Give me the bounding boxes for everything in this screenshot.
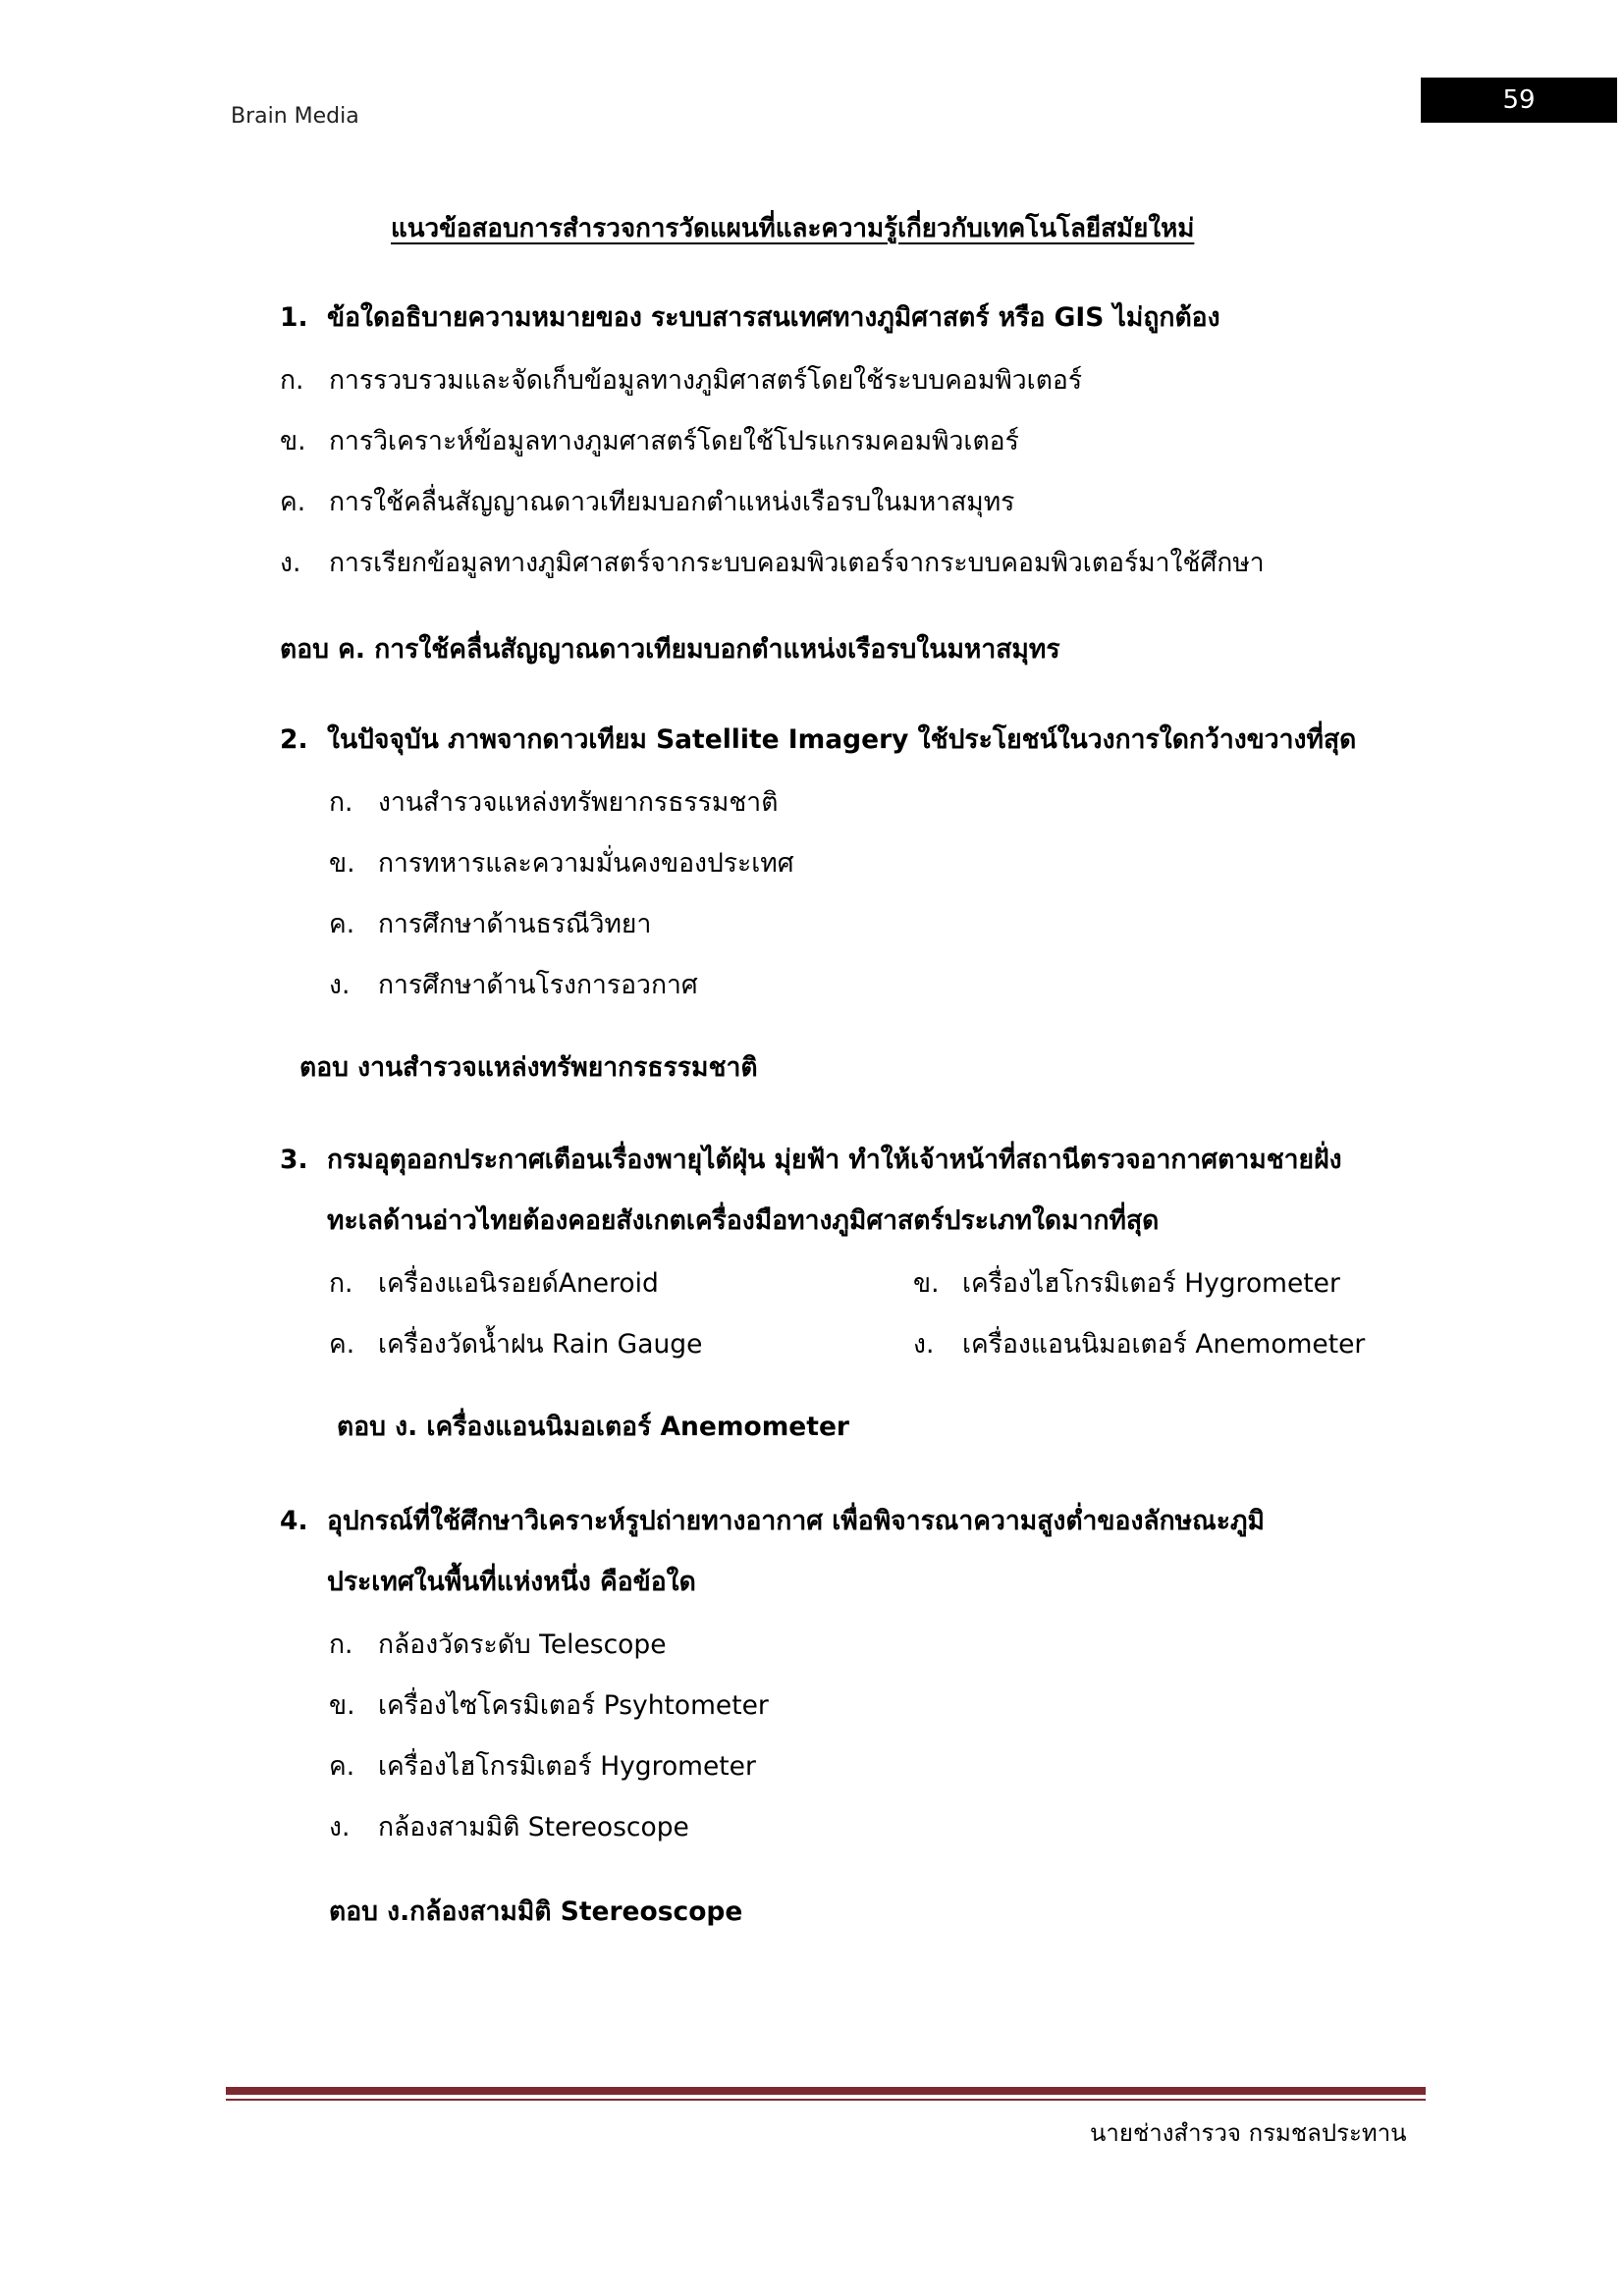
option-text: การวิเคราะห์ข้อมูลทางภูมศาสตร์โดยใช้โปรแกรมคอมพิวเตอร์ — [329, 426, 1019, 456]
option-c — [329, 903, 651, 944]
answer-4: ตอบ ง.กล้องสามมิติ Stereoscope — [329, 1896, 743, 1927]
option-text: การเรียกข้อมูลทางภูมิศาสตร์จากระบบคอมพิวเตอร์จากระบบคอมพิวเตอร์มาใช้ศึกษา — [329, 548, 1265, 578]
option-d — [913, 1323, 1365, 1364]
option-marker: ข. — [329, 1690, 355, 1721]
option-d — [329, 1806, 689, 1847]
option-marker: ง. — [329, 1812, 351, 1842]
footer-rule-thick — [226, 2087, 1426, 2095]
question-4-stem-cont: ประเทศในพื้นที่แห่งหนึ่ง คือข้อใด — [327, 1567, 696, 1597]
option-marker: ค. — [280, 487, 306, 517]
option-marker: ง. — [280, 548, 301, 578]
option-marker: ก. — [280, 365, 304, 396]
option-marker: ก. — [329, 1629, 353, 1660]
option-text: เครื่องไฮโกรมิเตอร์ Hygrometer — [378, 1751, 756, 1782]
option-text: การรวบรวมและจัดเก็บข้อมูลทางภูมิศาสตร์โดยใช้ระบบคอมพิวเตอร์ — [329, 365, 1083, 396]
question-text: ในปัจจุบัน ภาพจากดาวเทียม Satellite Imagery ใช้ประโยชน์ในวงการใดกว้างขวางที่สุด — [327, 724, 1357, 755]
option-text: เครื่องไซโครมิเตอร์ Psyhtometer — [378, 1690, 769, 1721]
option-marker: ค. — [329, 1751, 355, 1782]
question-number: 2. — [280, 724, 308, 755]
option-text: กล้องวัดระดับ Telescope — [378, 1629, 667, 1660]
option-text: กล้องสามมิติ Stereoscope — [378, 1812, 689, 1842]
option-marker: ข. — [280, 426, 306, 456]
brand-label: Brain Media — [231, 104, 359, 129]
option-c — [329, 1323, 702, 1364]
option-text: เครื่องแอนิรอยด์Aneroid — [378, 1268, 659, 1299]
footer-text: นายช่างสำรวจ กรมชลประทาน — [1090, 2119, 1407, 2147]
answer-3: ตอบ ง. เครื่องแอนนิมอเตอร์ Anemometer — [337, 1412, 849, 1442]
option-c — [329, 1745, 756, 1787]
question-1-stem — [280, 296, 1220, 338]
option-b — [329, 842, 794, 883]
option-marker: ข. — [329, 848, 355, 879]
question-3-stem — [280, 1139, 1342, 1180]
page-title: แนวข้อสอบการสำรวจการวัดแผนที่และความรู้เกี่ยวกับเทคโนโลยีสมัยใหม่ — [391, 214, 1195, 243]
question-3-stem-cont: ทะเลด้านอ่าวไทยต้องคอยสังเกตเครื่องมือทางภูมิศาสตร์ประเภทใดมากที่สุด — [327, 1205, 1160, 1236]
option-d — [329, 964, 698, 1005]
option-a — [329, 781, 778, 823]
option-b — [329, 1684, 769, 1726]
page-number-badge: 59 — [1421, 78, 1617, 123]
option-text: เครื่องไฮโกรมิเตอร์ Hygrometer — [962, 1268, 1340, 1299]
question-number: 4. — [280, 1506, 308, 1536]
option-marker: ค. — [329, 909, 355, 939]
question-number: 1. — [280, 302, 308, 333]
option-marker: ค. — [329, 1329, 355, 1360]
option-a — [329, 1262, 659, 1304]
option-marker: ก. — [329, 1268, 353, 1299]
option-text: เครื่องวัดน้ำฝน Rain Gauge — [378, 1329, 703, 1360]
option-text: การศึกษาด้านโรงการอวกาศ — [378, 970, 698, 1000]
answer-2: ตอบ งานสำรวจแหล่งทรัพยากรธรรมชาติ — [299, 1052, 758, 1083]
option-d — [280, 542, 1265, 583]
option-c — [280, 481, 1014, 522]
question-4-stem — [280, 1500, 1265, 1541]
option-b — [913, 1262, 1340, 1304]
option-b — [280, 420, 1019, 461]
question-text: อุปกรณ์ที่ใช้ศึกษาวิเคราะห์รูปถ่ายทางอากาศ เพื่อพิจารณาความสูงต่ำของลักษณะภูมิ — [327, 1506, 1265, 1536]
footer-rule-thin — [226, 2099, 1426, 2101]
option-text: การศึกษาด้านธรณีวิทยา — [378, 909, 652, 939]
question-number: 3. — [280, 1145, 308, 1175]
option-marker: ก. — [329, 787, 353, 818]
option-a — [329, 1624, 667, 1665]
option-text: งานสำรวจแหล่งทรัพยากรธรรมชาติ — [378, 787, 779, 818]
question-text: ข้อใดอธิบายความหมายของ ระบบสารสนเทศทางภูมิศาสตร์ หรือ GIS ไม่ถูกต้อง — [327, 302, 1220, 333]
question-text: กรมอุตุออกประกาศเตือนเรื่องพายุไต้ฝุ่น มุ่ยฟ้า ทำให้เจ้าหน้าที่สถานีตรวจอากาศตามชายฝั่ง — [327, 1145, 1342, 1175]
option-text: การทหารและความมั่นคงของประเทศ — [378, 848, 794, 879]
option-marker: ข. — [913, 1268, 940, 1299]
option-text: เครื่องแอนนิมอเตอร์ Anemometer — [962, 1329, 1366, 1360]
answer-1: ตอบ ค. การใช้คลื่นสัญญาณดาวเทียมบอกตำแหน่งเรือรบในมหาสมุทร — [280, 634, 1060, 665]
question-2-stem — [280, 719, 1356, 760]
option-a — [280, 359, 1082, 400]
option-marker: ง. — [913, 1329, 935, 1360]
option-marker: ง. — [329, 970, 351, 1000]
option-text: การใช้คลื่นสัญญาณดาวเทียมบอกตำแหน่งเรือรบในมหาสมุทร — [329, 487, 1015, 517]
